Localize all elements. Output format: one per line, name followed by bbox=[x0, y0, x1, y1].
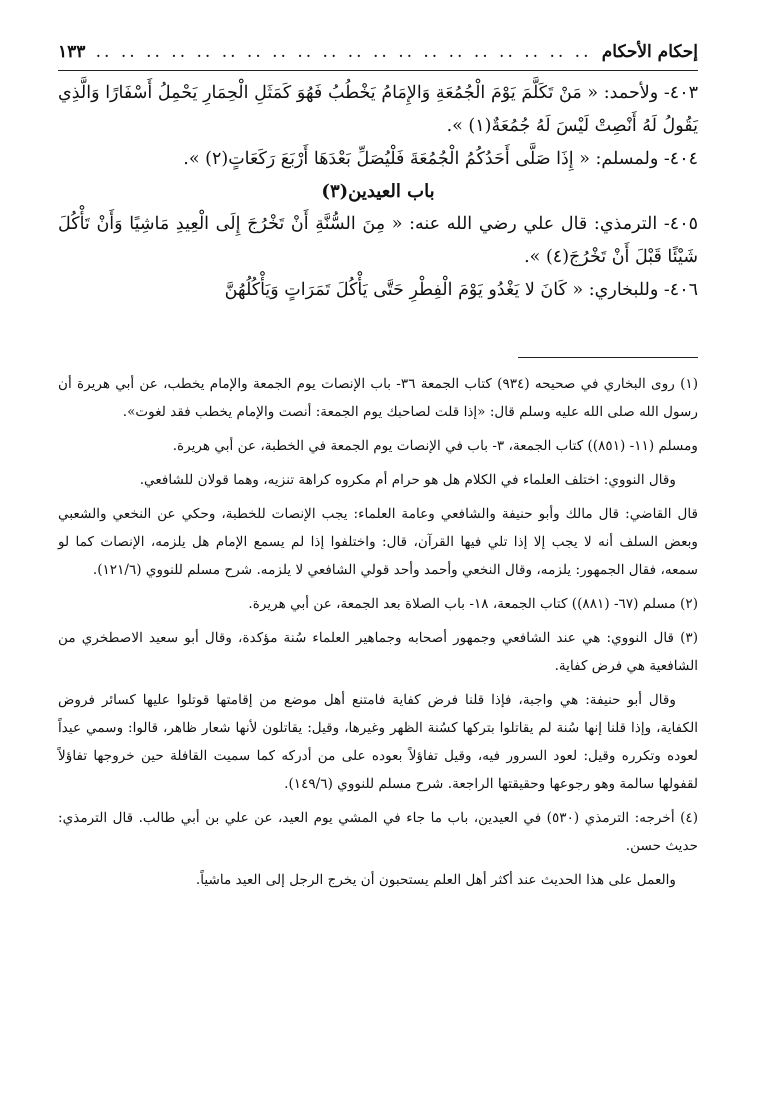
footnote-3: (٣) قال النووي: هي عند الشافعي وجمهور أصحابه وجماهير العلماء سُنة مؤكدة، وقال أبو سعيد الاصطخري من الشافعية هي فرض كفاية. bbox=[58, 630, 698, 674]
footnote-1-nawawi: وقال النووي: اختلف العلماء في الكلام هل هو حرام أم مكروه كراهة تنزيه، وهما قولان للشافعي. bbox=[139, 472, 676, 488]
footnote-1-muslim: ومسلم (١١- (٨٥١)) كتاب الجمعة، ٣- باب في الإنصات يوم الجمعة في الخطبة، عن أبي هريرة. bbox=[172, 438, 698, 454]
footnote-1-qadi: قال القاضي: قال مالك وأبو حنيفة والشافعي وعامة العلماء: يجب الإنصات للخطبة، وحكي عن النخعي والشعبي وبعض السلف أنه لا يجب إلا إذا تلي فيها القرآن، قال: واختلفوا إذا لم يسمع الإمام هل يلزمه، الإنصات كما لو سمعه، فقال الجمهور: يلزمه، وقال النخعي وأحمد وأحد قولي الشافعي لا يلزمه. شرح مسلم للنووي (١٢١/٦). bbox=[58, 506, 698, 578]
hadith-403: ٤٠٣- ولأحمد: « مَنْ تَكَلَّمَ يَوْمَ الْجُمُعَةِ وَالإِمَامُ يَخْطُبُ فَهُوَ كَمَثَلِ الْحِمَارِ يَحْمِلُ أَسْفَارًا وَالَّذِي يَقُولُ لَهُ أَنْصِتْ لَيْسَ لَهُ جُمُعَةٌ(١) ». bbox=[58, 83, 698, 136]
footnote-4: (٤) أخرجه: الترمذي (٥٣٠) في العيدين، باب ما جاء في المشي يوم العيد، عن علي بن أبي طالب. قال الترمذي: حديث حسن. bbox=[58, 810, 698, 854]
chapter-title: باب العيدين(٣) bbox=[321, 181, 435, 202]
footnote-1: (١) روى البخاري في صحيحه (٩٣٤) كتاب الجمعة ٣٦- باب الإنصات يوم الجمعة والإمام يخطب، عن أبي هريرة أن رسول الله صلى الله عليه وسلم قال: «إذا قلت لصاحبك يوم الجمعة: أنصت والإمام يخطب فقد لغوت». bbox=[58, 376, 698, 420]
hadith-404: ٤٠٤- ولمسلم: « إِذَا صَلَّى أَحَدُكُمُ الْجُمُعَةَ فَلْيُصَلِّ بَعْدَهَا أَرْبَعَ رَكَعَاتٍ(٢) ». bbox=[183, 149, 698, 169]
hadith-405: ٤٠٥- الترمذي: قال علي رضي الله عنه: « مِنَ السُّنَّةِ أَنْ تَخْرُجَ إِلَى الْعِيدِ مَاشِيًا وَأَنْ تَأْكُلَ شَيْئًا قَبْلَ أَنْ تَخْرُجَ(٤) ». bbox=[58, 214, 698, 267]
page-number: ١٣٣ bbox=[58, 42, 86, 62]
footnote-separator bbox=[518, 357, 698, 358]
hadith-406: ٤٠٦- وللبخاري: « كَانَ لا يَغْدُو يَوْمَ الْفِطْرِ حَتَّى يَأْكُلَ تَمَرَاتٍ وَيَأْكُلُهُنَّ bbox=[224, 280, 698, 300]
page-header bbox=[58, 40, 698, 71]
footnote-2: (٢) مسلم (٦٧- (٨٨١)) كتاب الجمعة، ١٨- باب الصلاة بعد الجمعة، عن أبي هريرة. bbox=[248, 596, 698, 612]
book-title: إحكام الأحكام bbox=[601, 42, 698, 62]
book-page bbox=[58, 40, 698, 900]
header-dot-leader: .. .. .. .. .. .. .. .. .. .. .. .. .. .. .. .. .. .. .. .. bbox=[95, 42, 592, 62]
footnote-4-practice: والعمل على هذا الحديث عند أكثر أهل العلم يستحبون أن يخرج الرجل إلى العيد ماشياً. bbox=[195, 872, 676, 888]
footnote-3-abu-hanifa: وقال أبو حنيفة: هي واجبة، فإذا قلنا فرض كفاية فامتنع أهل موضع من إقامتها قوتلوا عليها كسائر فروض الكفاية، وإذا قلنا إنها سُنة لم يقاتلوا بتركها كسُنة الظهر وغيرها، وقيل: يقاتلون لأنها شعار ظاهر، قالوا: وسمي عيداً لعوده وتكرره وقيل: لعود السرور فيه، وقيل تفاؤلاً بعوده على من أدركه كما سميت القافلة حين خروجها تفاؤلاً لقفولها سالمة وهو رجوعها وحقيقتها الراجعة. شرح مسلم للنووي (١٤٩/٦). bbox=[58, 692, 698, 792]
